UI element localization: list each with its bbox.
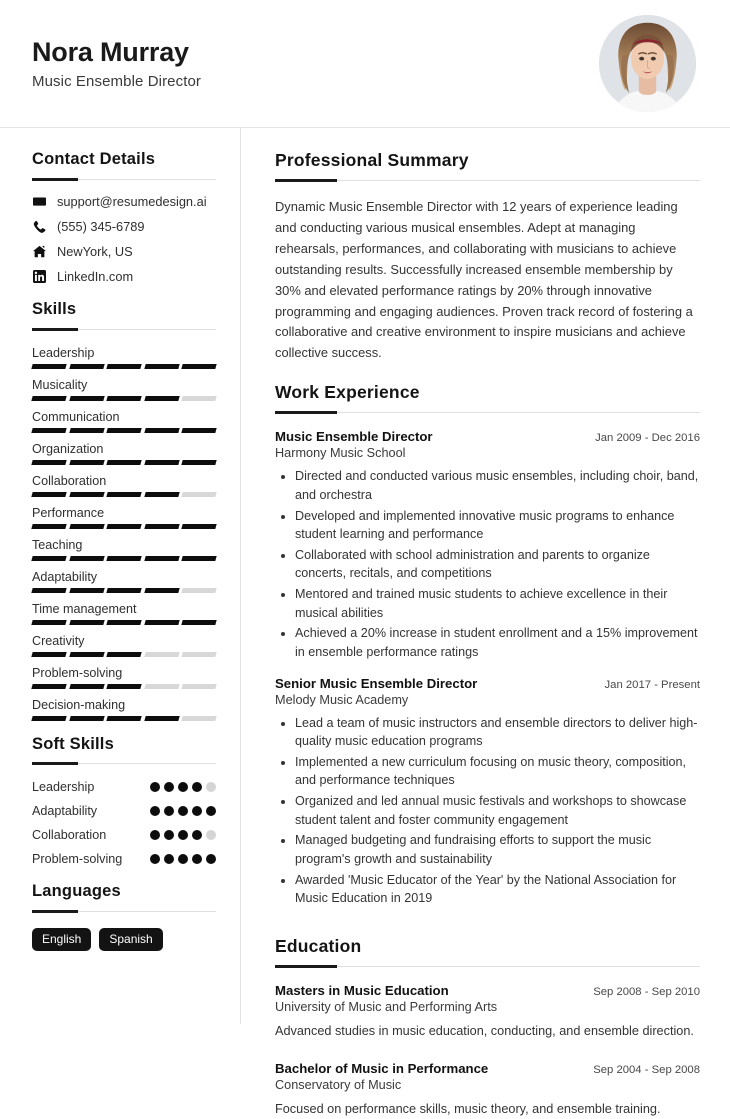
section-heading-work: Work Experience xyxy=(275,382,420,403)
skill-label: Musicality xyxy=(32,377,88,392)
section-heading-skills: Skills xyxy=(32,299,77,318)
skill-bar-segment xyxy=(106,588,141,593)
skill-bar-segment xyxy=(69,620,104,625)
contact-value-phone: (555) 345-6789 xyxy=(57,218,145,234)
rating-dot xyxy=(178,806,188,816)
education-description: Advanced studies in music education, conducting, and ensemble direction. xyxy=(275,1023,694,1038)
section-heading-education: Education xyxy=(275,935,362,956)
avatar xyxy=(599,15,696,112)
rating-dot xyxy=(192,782,202,792)
education-degree: Masters in Music Education xyxy=(275,982,449,998)
rating-dot xyxy=(150,854,160,864)
work-entry xyxy=(275,429,700,661)
skill-bar-segment xyxy=(106,364,141,369)
contact-list xyxy=(32,194,216,284)
skill-item xyxy=(32,506,216,529)
rating-dot xyxy=(178,782,188,792)
skill-bar-segment xyxy=(31,460,66,465)
soft-skill-rating xyxy=(150,806,216,816)
work-entry-date: Jan 2017 - Present xyxy=(604,678,700,691)
rating-dot xyxy=(192,830,202,840)
skill-bar-segment xyxy=(69,652,104,657)
education-institution: Conservatory of Music xyxy=(275,1077,402,1092)
skill-item xyxy=(32,346,216,369)
skill-bar-segment xyxy=(69,588,104,593)
home-icon xyxy=(32,244,46,258)
skill-bar-segment xyxy=(144,364,179,369)
rating-dot xyxy=(164,854,174,864)
skill-bar-segment xyxy=(182,460,217,465)
profile-photo-icon xyxy=(599,15,696,112)
skill-bar-segment xyxy=(182,588,217,593)
rating-dot xyxy=(206,782,216,792)
resume-header xyxy=(0,0,730,128)
skill-level-bar xyxy=(32,652,216,657)
contact-item-email[interactable] xyxy=(32,194,216,209)
section-soft-skills xyxy=(32,735,216,867)
skill-item xyxy=(32,538,216,561)
job-title: Music Ensemble Director xyxy=(32,73,202,91)
bullet-item: • Implemented a new curriculum focusing on music theory, composition, and performance techniques xyxy=(295,753,700,790)
soft-skill-label: Collaboration xyxy=(32,828,107,843)
language-tag[interactable]: English xyxy=(32,928,91,951)
skill-bar-segment xyxy=(106,460,141,465)
skill-bar-segment xyxy=(106,556,141,561)
contact-value-email: support@resumedesign.ai xyxy=(57,193,207,209)
section-education xyxy=(275,936,700,1119)
skill-bar-segment xyxy=(106,684,141,689)
skill-label: Creativity xyxy=(32,633,85,648)
section-divider xyxy=(32,329,216,330)
section-divider xyxy=(275,180,700,181)
skill-bar-segment xyxy=(144,396,179,401)
work-entry-bullets xyxy=(275,714,700,908)
soft-skill-rating xyxy=(150,830,216,840)
rating-dot xyxy=(150,806,160,816)
language-tag-list xyxy=(32,928,216,951)
section-divider xyxy=(32,763,216,764)
skill-bar-segment xyxy=(69,684,104,689)
work-experience-list xyxy=(275,429,700,908)
soft-skill-label: Adaptability xyxy=(32,804,98,819)
rating-dot xyxy=(192,806,202,816)
skill-item xyxy=(32,602,216,625)
work-entry-date: Jan 2009 - Dec 2016 xyxy=(595,432,700,445)
contact-item-linkedin[interactable] xyxy=(32,269,216,284)
skill-bar-segment xyxy=(106,492,141,497)
skill-level-bar xyxy=(32,460,216,465)
soft-skill-label: Leadership xyxy=(32,780,95,795)
work-entry-header xyxy=(275,429,700,444)
section-divider xyxy=(32,911,216,912)
skill-item xyxy=(32,634,216,657)
work-entry-header xyxy=(275,676,700,691)
skill-level-bar xyxy=(32,428,216,433)
work-entry-bullets xyxy=(275,467,700,661)
skill-label: Collaboration xyxy=(32,473,107,488)
skill-bar-segment xyxy=(144,524,179,529)
rating-dot xyxy=(164,830,174,840)
skill-bar-segment xyxy=(31,428,66,433)
rating-dot xyxy=(206,806,216,816)
contact-value-location: NewYork, US xyxy=(57,243,133,259)
skill-bar-segment xyxy=(144,428,179,433)
education-institution: University of Music and Performing Arts xyxy=(275,999,498,1014)
bullet-item: • Mentored and trained music students to achieve excellence in their musical abilities xyxy=(295,585,700,622)
education-date: Sep 2004 - Sep 2008 xyxy=(593,1063,700,1076)
work-entry-title: Senior Music Ensemble Director xyxy=(275,675,478,691)
skill-bar-segment xyxy=(31,492,66,497)
education-degree: Bachelor of Music in Performance xyxy=(275,1060,489,1076)
envelope-icon xyxy=(32,194,46,208)
rating-dot xyxy=(206,830,216,840)
skill-bar-segment xyxy=(144,492,179,497)
section-divider xyxy=(275,966,700,967)
skill-bar-segment xyxy=(106,428,141,433)
skill-bar-segment xyxy=(182,652,217,657)
skill-label: Teaching xyxy=(32,537,83,552)
skill-bar-segment xyxy=(182,684,217,689)
skill-bar-segment xyxy=(182,716,217,721)
section-heading-contact: Contact Details xyxy=(32,150,156,168)
skill-bar-segment xyxy=(106,652,141,657)
education-list xyxy=(275,983,700,1119)
contact-item-phone[interactable] xyxy=(32,219,216,234)
skill-label: Decision-making xyxy=(32,697,126,712)
skill-label: Adaptability xyxy=(32,569,98,584)
section-work-experience xyxy=(275,382,700,908)
skill-bar-segment xyxy=(31,524,66,529)
bullet-item: • Achieved a 20% increase in student enrollment and a 15% improvement in ensemble performance ratings xyxy=(295,624,700,661)
section-divider xyxy=(32,179,216,180)
section-heading-soft-skills: Soft Skills xyxy=(32,734,114,753)
skill-bar-segment xyxy=(144,620,179,625)
contact-item-location[interactable] xyxy=(32,244,216,259)
rating-dot xyxy=(150,830,160,840)
skill-bar-segment xyxy=(69,396,104,401)
skill-bar-segment xyxy=(144,652,179,657)
bullet-item: • Managed budgeting and fundraising efforts to support the music program's growth and sustainability xyxy=(295,831,700,868)
skill-bar-segment xyxy=(106,524,141,529)
bullet-item: • Lead a team of music instructors and ensemble directors to deliver high-quality music education programs xyxy=(295,714,700,751)
work-entry-organization: Harmony Music School xyxy=(275,446,406,461)
skill-bar-segment xyxy=(31,684,66,689)
bullet-item: • Directed and conducted various music ensembles, including choir, band, and orchestra xyxy=(295,467,700,504)
skill-item xyxy=(32,378,216,401)
skill-bar-segment xyxy=(69,364,104,369)
skill-label: Organization xyxy=(32,441,104,456)
skill-bar-segment xyxy=(182,396,217,401)
skill-bar-segment xyxy=(69,460,104,465)
soft-skill-item xyxy=(32,780,216,794)
education-entry xyxy=(275,1061,700,1119)
skill-item xyxy=(32,666,216,689)
skill-bar-segment xyxy=(144,716,179,721)
section-divider xyxy=(275,412,700,413)
soft-skill-rating xyxy=(150,854,216,864)
sidebar xyxy=(0,128,241,1024)
skill-bar-segment xyxy=(144,684,179,689)
bullet-item: • Developed and implemented innovative music programs to enhance student learning and performance xyxy=(295,507,700,544)
skill-bar-segment xyxy=(31,364,66,369)
rating-dot xyxy=(150,782,160,792)
education-entry-header xyxy=(275,1061,700,1076)
skill-bar-segment xyxy=(69,556,104,561)
skill-bar-segment xyxy=(69,524,104,529)
skill-bar-segment xyxy=(31,652,66,657)
skill-label: Performance xyxy=(32,505,105,520)
education-entry xyxy=(275,983,700,1041)
skill-bar-segment xyxy=(144,588,179,593)
skill-bar-segment xyxy=(69,716,104,721)
contact-value-linkedin: LinkedIn.com xyxy=(57,268,134,284)
skill-bar-segment xyxy=(69,492,104,497)
skill-level-bar xyxy=(32,716,216,721)
skill-item xyxy=(32,410,216,433)
section-heading-summary: Professional Summary xyxy=(275,150,469,170)
skill-level-bar xyxy=(32,492,216,497)
soft-skill-label: Problem-solving xyxy=(32,852,123,867)
skill-bar-segment xyxy=(182,364,217,369)
rating-dot xyxy=(164,806,174,816)
bullet-item: • Collaborated with school administration and parents to organize concerts, recitals, and competitions xyxy=(295,546,700,583)
rating-dot xyxy=(178,854,188,864)
skill-bar-segment xyxy=(31,620,66,625)
resume-body xyxy=(0,128,730,1116)
rating-dot xyxy=(206,854,216,864)
skill-bar-segment xyxy=(144,556,179,561)
header-identity xyxy=(32,37,201,90)
skill-item xyxy=(32,474,216,497)
soft-skill-item xyxy=(32,852,216,866)
main-content xyxy=(241,128,730,1116)
skill-item xyxy=(32,698,216,721)
work-entry xyxy=(275,676,700,908)
section-languages xyxy=(32,882,216,951)
skills-list xyxy=(32,346,216,721)
rating-dot xyxy=(164,782,174,792)
language-tag[interactable]: Spanish xyxy=(99,928,162,951)
work-entry-organization: Melody Music Academy xyxy=(275,692,409,707)
section-professional-summary xyxy=(275,150,700,364)
soft-skill-item xyxy=(32,828,216,842)
skill-bar-segment xyxy=(182,556,217,561)
summary-text: Dynamic Music Ensemble Director with 12 years of experience leading and conducting various musical ensembles. Adept at managing rehearsals, performances, and collaborating with musicians to achieve outstanding results. Successfully increased ensemble membership by 30% and elevated performance ratings by 20% through innovative programming and engaging audiences. Proven track record of fostering a collaborative and creative environment to inspire musicians and achieve collective success. xyxy=(275,199,693,361)
skill-level-bar xyxy=(32,620,216,625)
section-contact-details xyxy=(32,150,216,284)
skill-label: Problem-solving xyxy=(32,665,123,680)
skill-bar-segment xyxy=(182,524,217,529)
skill-label: Leadership xyxy=(32,345,95,360)
soft-skill-item xyxy=(32,804,216,818)
skill-level-bar xyxy=(32,524,216,529)
education-description: Focused on performance skills, music theory, and ensemble training. xyxy=(275,1101,661,1116)
bullet-item: • Awarded 'Music Educator of the Year' by the National Association for Music Education in 2019 xyxy=(295,871,700,908)
soft-skills-list xyxy=(32,780,216,866)
skill-level-bar xyxy=(32,684,216,689)
full-name: Nora Murray xyxy=(32,36,189,67)
education-date: Sep 2008 - Sep 2010 xyxy=(593,985,700,998)
skill-bar-segment xyxy=(182,492,217,497)
skill-level-bar xyxy=(32,364,216,369)
skill-bar-segment xyxy=(182,620,217,625)
soft-skill-rating xyxy=(150,782,216,792)
skill-bar-segment xyxy=(106,716,141,721)
skill-bar-segment xyxy=(144,460,179,465)
skill-item xyxy=(32,570,216,593)
work-entry-title: Music Ensemble Director xyxy=(275,429,433,445)
bullet-item: • Organized and led annual music festivals and workshops to showcase student talent and foster community engagement xyxy=(295,792,700,829)
education-entry-header xyxy=(275,983,700,998)
skill-bar-segment xyxy=(31,716,66,721)
rating-dot xyxy=(178,830,188,840)
skill-label: Communication xyxy=(32,409,120,424)
skill-bar-segment xyxy=(182,428,217,433)
skill-bar-segment xyxy=(31,556,66,561)
skill-bar-segment xyxy=(106,620,141,625)
skill-level-bar xyxy=(32,556,216,561)
rating-dot xyxy=(192,854,202,864)
skill-bar-segment xyxy=(69,428,104,433)
skill-bar-segment xyxy=(106,396,141,401)
linkedin-icon xyxy=(32,269,46,283)
phone-icon xyxy=(32,219,46,233)
skill-level-bar xyxy=(32,396,216,401)
skill-level-bar xyxy=(32,588,216,593)
section-heading-languages: Languages xyxy=(32,882,121,901)
section-skills xyxy=(32,300,216,721)
skill-bar-segment xyxy=(31,588,66,593)
skill-bar-segment xyxy=(31,396,66,401)
skill-label: Time management xyxy=(32,601,137,616)
skill-item xyxy=(32,442,216,465)
